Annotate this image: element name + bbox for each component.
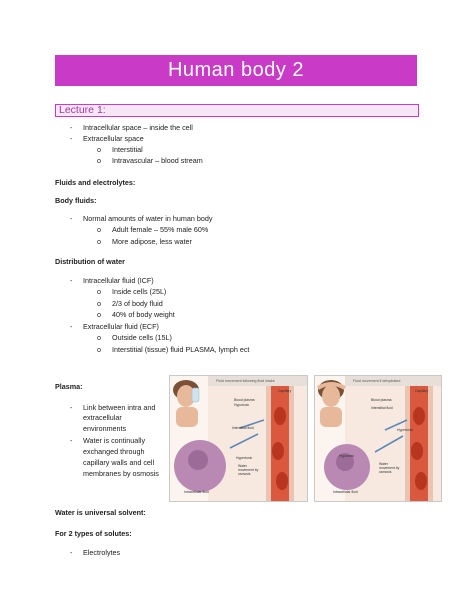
fluid-intake-illustration (170, 376, 307, 501)
list-bullet: - (70, 134, 73, 143)
label-water-movement: Water movement by osmosis (238, 464, 259, 476)
label-hypotonic: Hypotonic (234, 403, 250, 407)
list-item: Intracellular space – inside the cell (83, 123, 193, 132)
figure-header: Fluid movement following fluid intake (216, 379, 275, 383)
lecture-heading: Lecture 1: (59, 104, 106, 116)
sublist-bullet: o (97, 145, 101, 154)
list-bullet: - (70, 123, 73, 132)
label-capillary: Capillary (278, 389, 292, 393)
sublist-bullet: o (97, 225, 101, 234)
sublist-item: More adipose, less water (112, 237, 192, 246)
sublist-item: Outside cells (15L) (112, 333, 172, 342)
list-bullet: - (70, 436, 73, 445)
label-hypertonic: Hypertonic (236, 456, 253, 460)
section-heading: For 2 types of solutes: (55, 529, 132, 538)
list-bullet: - (70, 322, 73, 331)
list-bullet: - (70, 276, 73, 285)
title-banner (55, 55, 417, 86)
label-blood-plasma: Blood plasma (371, 398, 392, 402)
list-item: Extracellular fluid (ECF) (83, 322, 159, 331)
label-interstitial: Interstitial fluid (371, 406, 393, 410)
sublist-bullet: o (97, 237, 101, 246)
list-item: Intracellular fluid (ICF) (83, 276, 154, 285)
list-bullet: - (70, 548, 73, 557)
list-item-line: exchanged through (83, 447, 145, 456)
section-heading: Plasma: (55, 382, 83, 391)
list-item-line: extracellular (83, 413, 122, 422)
section-heading: Distribution of water (55, 257, 125, 266)
list-item: Normal amounts of water in human body (83, 214, 213, 223)
label-hypotonic: Hypotonic (339, 454, 355, 458)
sublist-bullet: o (97, 287, 101, 296)
list-item-line: Water is continually (83, 436, 146, 445)
sublist-bullet: o (97, 156, 101, 165)
page-title: Human body 2 (167, 59, 305, 81)
sublist-item: 40% of body weight (112, 310, 175, 319)
figure-header-bar (345, 376, 441, 386)
label-water-movement: Water movement by osmosis (379, 462, 400, 474)
sublist-bullet: o (97, 345, 101, 354)
sublist-item: Inside cells (25L) (112, 287, 167, 296)
figure-header: Fluid movement if dehydrated (353, 379, 401, 383)
sublist-item: Intravascular – blood stream (112, 156, 203, 165)
label-blood-plasma: Blood plasma (234, 398, 255, 402)
figure-dehydrated (314, 375, 442, 502)
list-bullet: - (70, 214, 73, 223)
section-heading: Water is universal solvent: (55, 508, 146, 517)
section-heading: Body fluids: (55, 196, 97, 205)
list-bullet: - (70, 403, 73, 412)
figure-header-bar (208, 376, 307, 386)
list-item: Electrolytes (83, 548, 121, 557)
label-interstitial: Interstitial fluid (232, 426, 254, 430)
sublist-item: Adult female – 55% male 60% (112, 225, 209, 234)
figure-fluid-intake (169, 375, 308, 502)
sublist-bullet: o (97, 299, 101, 308)
sublist-item: 2/3 of body fluid (112, 299, 163, 308)
sublist-bullet: o (97, 310, 101, 319)
sublist-bullet: o (97, 333, 101, 342)
list-item-line: capillary walls and cell (83, 458, 155, 467)
sublist-item: Interstitial (tissue) fluid PLASMA, lymph ect (112, 345, 250, 354)
label-intracellular: Intracellular fluid (184, 490, 209, 494)
list-item-line: Link between intra and (83, 403, 156, 412)
label-hypertonic: Hypertonic (397, 428, 414, 432)
list-item: Extracellular space (83, 134, 144, 143)
list-item-line: environments (83, 424, 127, 433)
section-heading: Fluids and electrolytes: (55, 178, 136, 187)
label-capillary: Capillary (415, 389, 429, 393)
sublist-item: Interstitial (112, 145, 143, 154)
lecture-heading-box (55, 104, 419, 117)
dehydrated-illustration (315, 376, 441, 501)
label-intracellular: Intracellular fluid (333, 490, 358, 494)
list-item-line: membranes by osmosis (83, 469, 159, 478)
